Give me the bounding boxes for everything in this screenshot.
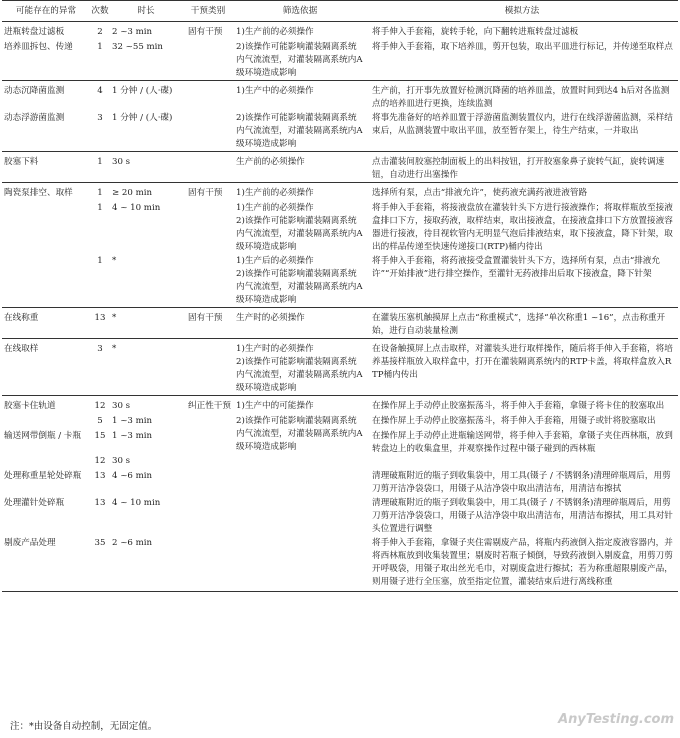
method-cell: 清理破瓶附近的瓶子到收集袋中，用工具(镊子 / 不锈钢条)清理碎瓶周后，用剪刀剪开洁净袋袋口，用镊子从洁净袋中取出清洁布，用清洁布擦拭，用工具对针头位置进行调整 <box>372 498 673 534</box>
method-cell: 在设备触摸屏上点击取样，对灌装头进行取样操作，随后将手伸入手套箱，将培养基接样瓶放入取样盒中，打开在灌装隔离系统内的RTP卡盖，将取样盒放入RTP桶内传出 <box>366 339 678 396</box>
table-row <box>2 152 678 183</box>
basis-cell: 生产前的必须操作 <box>234 152 366 183</box>
method-cell: 在操作屏上手动停止胶塞振荡斗，将手伸入手套箱，拿镊子将卡住的胶塞取出 <box>366 396 678 415</box>
method-cell: 生产前，打开事先放置好检测沉降菌的培养皿盖，放置时间到达4 h后对各监测点的培养皿进行更换，连续监测 <box>366 81 678 112</box>
basis-cell: 1)生产前的必须操作 <box>234 183 366 202</box>
method-cell: 在灌装压塞机触摸屏上点击“称重模式”，选择“单次称重1 ~16”，点击称重开始，进行自动装量检测 <box>366 308 678 339</box>
duration-cell: 30 s <box>112 456 131 466</box>
duration-cell: 4 ~6 min <box>112 471 153 481</box>
table-header-row <box>2 1 678 22</box>
method-cell: 清理破瓶附近的瓶子到收集袋中，用工具(镊子 / 不锈钢条)清理碎瓶周后，用剪刀剪开洁净袋袋口，用镊子从洁净袋中取出清洁布，用清洁布擦拭 <box>372 471 671 494</box>
category-cell <box>182 496 234 536</box>
table-row <box>2 339 678 396</box>
method-cell: 在操作屏上手动停止进瓶输送网带，将手伸入手套箱，拿镊子夹住西林瓶，放到转盘边上的收集盒里，并观察操作过程中镊子碰到的西林瓶 <box>372 431 673 454</box>
header-anomaly: 可能存在的异常 <box>2 1 90 22</box>
count-cell: 1 <box>97 42 103 52</box>
table-row <box>2 469 678 496</box>
table-row <box>2 22 678 41</box>
basis-cell: 1)生产时的必须操作 2)该操作可能影响灌装隔离系统内气流流型，对灌装隔离系统内A级环境造成影响 <box>234 339 366 396</box>
count-cell: 3 <box>97 113 103 123</box>
duration-cell: 1 分钟 / (人·碟) <box>112 113 173 123</box>
table-row <box>2 183 678 202</box>
anomaly-cell: 在线取样 <box>2 339 90 396</box>
basis-cell: 2)该操作可能影响灌装隔离系统内气流流型，对灌装隔离系统内A级环境造成影响 <box>236 42 363 78</box>
anomaly-cell: 在线称重 <box>2 308 90 339</box>
anomaly-cell <box>2 201 90 254</box>
table-row <box>2 201 678 254</box>
count-cell: 35 <box>90 536 110 592</box>
basis-cell <box>234 469 366 496</box>
table-row <box>2 536 678 592</box>
count-cell: 3 <box>90 339 110 396</box>
table-row <box>2 111 678 152</box>
count-cell: 1 <box>97 203 103 213</box>
method-cell: 将手伸入手套箱，旋转手轮，向下翻转进瓶转盘过滤板 <box>366 22 678 41</box>
anomaly-cell: 输送网带倒瓶 / 卡瓶 <box>4 431 82 441</box>
table-row <box>2 496 678 536</box>
method-cell: 将手伸入手套箱，将药液接受盒置灌装针头下方，选择所有泵，点击“排液允许”“开始排液”进行排空操作，至灌针无药液排出后取下接液盒，降下针架 <box>372 256 660 279</box>
duration-cell: * <box>112 256 117 266</box>
duration-cell: * <box>110 339 182 396</box>
duration-cell: * <box>110 308 182 339</box>
anomaly-cell: 动态沉降菌监测 <box>2 81 90 112</box>
table-footnote: 注：*由设备自动控制，无固定值。 <box>10 721 158 732</box>
method-cell: 将事先准备好的培养皿置于浮游菌监测装置仪内，进行在线浮游菌监测，采样结束后，从监测装置中取出平皿，放至暂存架上，待生产结束，一并取出 <box>372 113 673 136</box>
basis-cell <box>234 496 366 536</box>
count-cell: 4 <box>90 81 110 112</box>
duration-cell: 30 s <box>110 152 182 183</box>
count-cell: 5 <box>97 416 103 426</box>
count-cell: 1 <box>90 152 110 183</box>
category-cell <box>182 81 234 112</box>
category-cell <box>182 40 234 81</box>
duration-cell: 4 ~ 10 min <box>112 498 161 508</box>
category-cell: 固有干预 <box>182 183 234 202</box>
basis-cell <box>234 536 366 592</box>
anomaly-cell <box>2 414 90 429</box>
count-cell: 1 <box>97 256 103 266</box>
method-cell: 将手伸入手套箱，拿镊子夹住需剔废产品，将瓶内药液倒入指定废液容器内，并将西林瓶放到收集装置里；剔废时若瓶子倾倒，导致药液倒入剔废盒，用剪刀剪开呼吸袋，用镊子取出丝光毛巾，对剔废盒进行擦拭；若为称重超限剔废产品，则用镊子进行全压塞，放至指定位置，灌装结束后进行离线称重 <box>366 536 678 592</box>
basis-cell: 1)生产前的必须操作 2)该操作可能影响灌装隔离系统内气流流型，对灌装隔离系统内A级环境造成影响 <box>236 203 363 252</box>
count-cell: 2 <box>90 22 110 41</box>
table-row <box>2 254 678 308</box>
anomaly-cell: 剔废产品处理 <box>2 536 90 592</box>
category-cell <box>182 111 234 152</box>
anomaly-cell: 动态浮游菌监测 <box>4 113 65 123</box>
count-cell: 1 <box>90 183 110 202</box>
category-cell <box>182 254 234 308</box>
table-row <box>2 308 678 339</box>
duration-cell: 2 ~3 min <box>110 22 182 41</box>
count-cell: 12 <box>94 456 106 466</box>
anomaly-cell <box>2 254 90 308</box>
category-cell <box>182 429 234 454</box>
category-cell <box>182 414 234 429</box>
duration-cell: 1 ~3 min <box>112 416 153 426</box>
anomaly-cell: 处理称重星轮处碎瓶 <box>4 471 82 481</box>
duration-cell: 30 s <box>110 396 182 415</box>
category-cell: 固有干预 <box>182 22 234 41</box>
count-cell: 13 <box>94 471 106 481</box>
table-body <box>2 22 678 592</box>
header-count: 次数 <box>90 1 110 22</box>
duration-cell: 2 ~6 min <box>110 536 182 592</box>
watermark: AnyTesting.com <box>558 712 674 727</box>
count-cell: 13 <box>94 498 106 508</box>
category-cell <box>182 469 234 496</box>
header-method: 模拟方法 <box>366 1 678 22</box>
anomaly-cell: 胶塞下料 <box>2 152 90 183</box>
category-cell: 固有干预 <box>182 308 234 339</box>
basis-cell: 2)该操作可能影响灌装隔离系统内气流流型，对灌装隔离系统内A级环境造成影响 <box>236 416 363 452</box>
method-cell: 在操作屏上手动停止胶塞振荡斗，将手伸入手套箱，用镊子或针将胶塞取出 <box>372 416 656 426</box>
duration-cell: 32 ~55 min <box>112 42 163 52</box>
basis-cell: 1)生产中的必须操作 <box>234 81 366 112</box>
header-duration: 时长 <box>110 1 182 22</box>
anomaly-cell: 陶瓷泵排空、取样 <box>2 183 90 202</box>
category-cell <box>182 536 234 592</box>
anomaly-cell: 进瓶转盘过滤板 <box>2 22 90 41</box>
duration-cell: ≥ 20 min <box>110 183 182 202</box>
header-category: 干预类别 <box>182 1 234 22</box>
count-cell: 15 <box>94 431 106 441</box>
table-row <box>2 396 678 415</box>
header-basis: 筛选依据 <box>234 1 366 22</box>
table-row <box>2 81 678 112</box>
duration-cell: 4 ~ 10 min <box>112 203 161 213</box>
method-cell: 点击灌装间胶塞控制面板上的出料按钮，打开胶塞象鼻子旋转气缸，旋转调速钮，自动进行出塞操作 <box>366 152 678 183</box>
table-row <box>2 414 678 429</box>
duration-cell: 1 分钟 / (人·碟) <box>110 81 182 112</box>
simulation-table <box>2 0 678 592</box>
anomaly-cell: 培养皿拆包、传递 <box>4 42 73 52</box>
basis-cell <box>234 454 366 469</box>
category-cell <box>182 201 234 254</box>
category-cell <box>182 454 234 469</box>
method-cell: 将手伸入手套箱，将接液盘放在灌装针头下方进行接液操作；将取样瓶放至接液盒排口下方，接取药液，取样结束，取出接液盒，在接液盒排口下方放置接液容器进行接液，待目视软管内无明显气泡后排液结束，取下接液盒，降下针架，取出的样品传递至快速传递接口(RTP)桶内待出 <box>372 203 673 252</box>
anomaly-cell <box>2 454 90 469</box>
basis-cell: 1)生产后的必须操作 2)该操作可能影响灌装隔离系统内气流流型，对灌装隔离系统内A级环境造成影响 <box>236 256 363 305</box>
category-cell <box>182 339 234 396</box>
basis-cell: 2)该操作可能影响灌装隔离系统内气流流型，对灌装隔离系统内A级环境造成影响 <box>236 113 363 149</box>
anomaly-cell: 胶塞卡住轨道 <box>2 396 90 415</box>
category-cell: 纠正性干预 <box>182 396 234 415</box>
duration-cell: 1 ~3 min <box>112 431 153 441</box>
basis-cell: 1)生产前的必须操作 <box>234 22 366 41</box>
category-cell <box>182 152 234 183</box>
count-cell: 13 <box>90 308 110 339</box>
table-row <box>2 40 678 81</box>
method-cell: 选择所有泵，点击“排液允许”，使药液充满药液进液管路 <box>366 183 678 202</box>
basis-cell: 生产时的必须操作 <box>234 308 366 339</box>
method-cell: 将手伸入手套箱，取下培养皿，剪开包装，取出平皿进行标记，并传递至取样点 <box>372 42 673 52</box>
count-cell: 12 <box>90 396 110 415</box>
basis-cell: 1)生产中的可能操作 <box>234 396 366 415</box>
anomaly-cell: 处理灌针处碎瓶 <box>4 498 65 508</box>
